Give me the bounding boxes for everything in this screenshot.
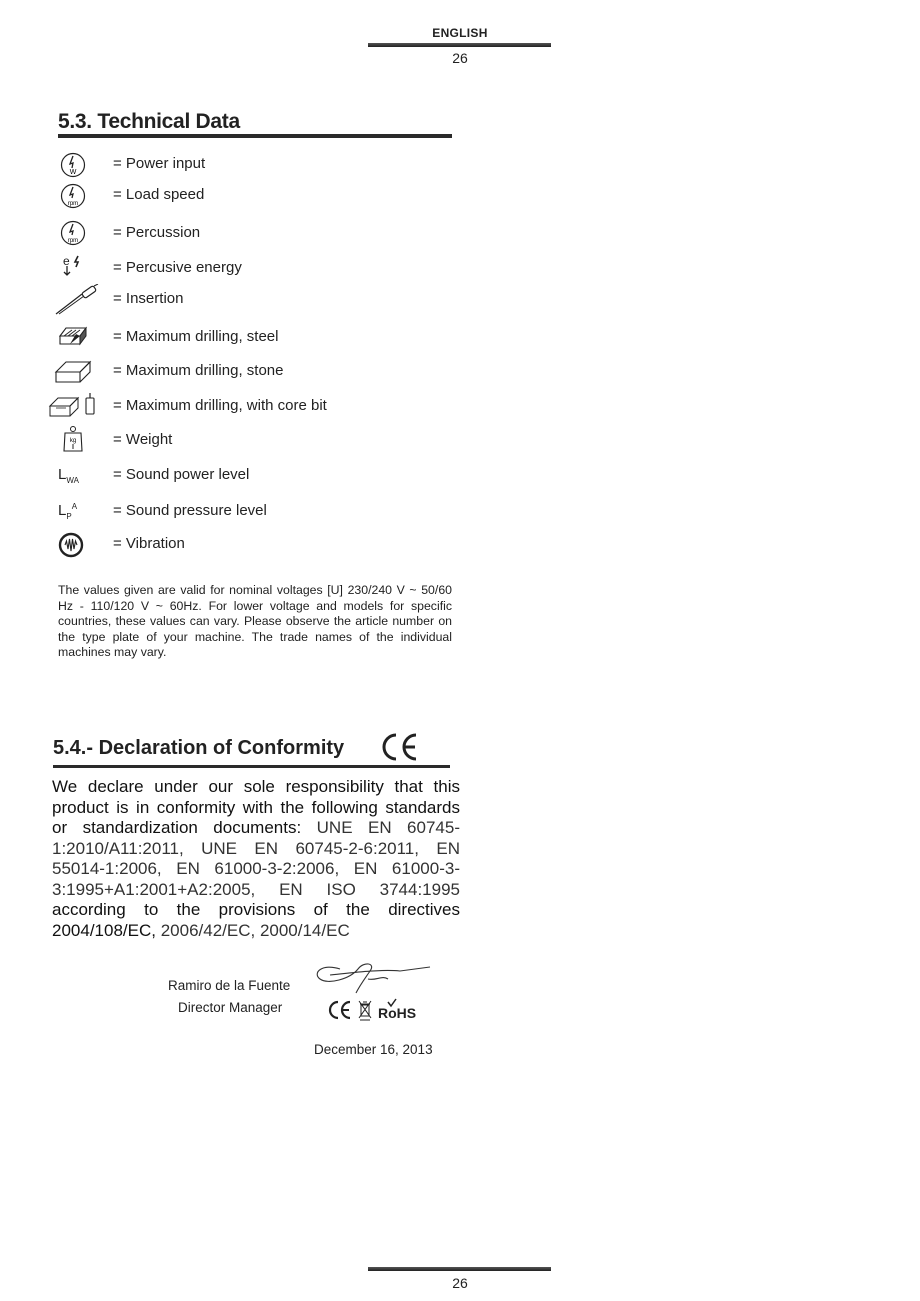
lwa-letter: L xyxy=(58,466,67,483)
lpa-letter: L xyxy=(58,502,67,519)
signatory-title: Director Manager xyxy=(178,1000,283,1015)
voltage-note: The values given are valid for nominal voltages [U] 230/240 V ~ 50/60 Hz - 110/120 V ~ 60Hz. For lower voltage and models for specific countries, these values can vary. Please observe the article number on the type plate of your machine. The trade names of the individual machines may vary. xyxy=(58,583,452,659)
percussion-unit: rpm xyxy=(67,238,79,244)
lpa-symbol xyxy=(58,502,77,521)
legend-drilling-stone: = Maximum drilling, stone xyxy=(113,362,284,379)
legend-insertion: = Insertion xyxy=(113,290,184,307)
section-rule xyxy=(58,134,452,138)
compliance-marks xyxy=(328,998,420,1027)
lwa-subscript: WA xyxy=(66,476,79,485)
load-speed-icon xyxy=(59,182,87,210)
load-speed-unit: rpm xyxy=(67,201,79,207)
declaration-date: December 16, 2013 xyxy=(314,1042,433,1057)
legend-percussive-energy: = Percusive energy xyxy=(113,259,242,276)
section-title-technical-data: 5.3. Technical Data xyxy=(58,110,240,133)
percussion-icon xyxy=(59,219,87,247)
legend-sound-power: = Sound power level xyxy=(113,466,250,483)
insertion-icon xyxy=(54,284,100,316)
legend-drilling-steel: = Maximum drilling, steel xyxy=(113,328,279,345)
percussive-energy-icon xyxy=(61,254,87,278)
directive-main: 2004/108/EC, xyxy=(52,920,156,940)
core-bit-icon xyxy=(48,392,98,418)
standards-list: UNE EN 60745-1:2010/A11:2011, UNE EN 60745-2-6:2011, EN 55014-1:2006, EN 61000-3-2:2006, EN 61000-3-3:1995+A1:2001+A2:2005, EN ISO 3744:1995 xyxy=(52,818,460,899)
section-rule-conformity xyxy=(53,765,450,768)
section-title-conformity: 5.4.- Declaration of Conformity xyxy=(53,737,345,759)
drilling-steel-icon xyxy=(58,322,88,348)
lpa-subscript: P xyxy=(66,512,72,521)
svg-text:e: e xyxy=(63,254,70,268)
directives-list: 2006/42/EC, 2000/14/EC xyxy=(160,920,350,940)
legend-load-speed: = Load speed xyxy=(113,186,205,203)
conformity-statement xyxy=(52,777,460,941)
legend-core-bit: = Maximum drilling, with core bit xyxy=(113,397,327,414)
language-label: ENGLISH xyxy=(432,26,488,40)
signature-icon xyxy=(310,955,435,1000)
footer-rule xyxy=(368,1267,551,1271)
legend-vibration: = Vibration xyxy=(113,535,185,552)
weee-bin-icon xyxy=(359,1001,371,1020)
legend-percussion: = Percussion xyxy=(113,224,201,241)
lwa-symbol xyxy=(58,466,79,485)
drilling-stone-icon xyxy=(54,358,92,384)
vibration-icon xyxy=(58,532,84,558)
power-input-unit: W xyxy=(69,169,77,176)
lpa-superscript: A xyxy=(71,502,78,511)
power-input-icon xyxy=(59,151,87,179)
ce-mark-icon xyxy=(380,731,420,768)
legend-sound-pressure: = Sound pressure level xyxy=(113,502,267,519)
legend-power-input: = Power input xyxy=(113,155,206,172)
weight-unit: kg xyxy=(69,438,77,444)
statement-text: We declare under our sole responsibility that this product is in conformity with the following standards or standardization documents: xyxy=(52,777,460,837)
rohs-mark: RoHS xyxy=(378,1005,417,1021)
provisions-text: according to the provisions of the directives xyxy=(52,900,460,919)
page-number-top: 26 xyxy=(452,50,468,66)
header-rule xyxy=(368,43,551,47)
weight-icon xyxy=(62,425,84,453)
legend-weight: = Weight xyxy=(113,431,173,448)
page-number-bottom: 26 xyxy=(452,1275,468,1291)
signatory-name: Ramiro de la Fuente xyxy=(168,978,291,993)
